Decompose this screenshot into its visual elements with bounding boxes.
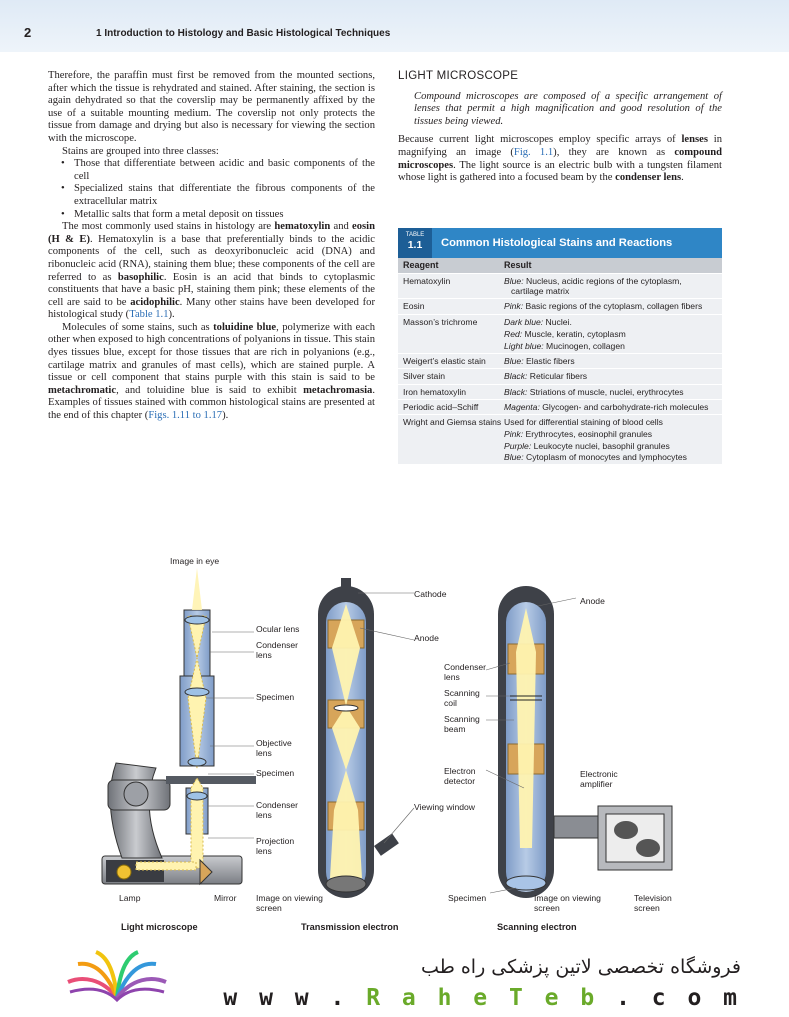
- reagent-cell: Periodic acid–Schiff: [403, 401, 479, 412]
- label-condenser-lens: Condenser lens: [256, 800, 299, 820]
- tem-viewing-screen: [326, 876, 366, 892]
- table-row: [398, 399, 722, 414]
- header-band: [0, 0, 789, 52]
- column-header-result: Result: [504, 260, 532, 271]
- list-item: • Those that differentiate between acidic and basic components of the cell: [61, 158, 375, 182]
- result-cell: Blue: Elastic fibers: [504, 356, 575, 367]
- label-ocular-lens: Ocular lens: [256, 624, 300, 634]
- tem-diagram: [318, 578, 399, 898]
- reagent-cell: Weigert’s elastic stain: [403, 356, 486, 367]
- label-scanning-beam: Scanning beam: [444, 714, 480, 734]
- stains-table: [398, 228, 722, 464]
- sem-diagram: [498, 586, 672, 898]
- table-column-headers: [398, 258, 722, 273]
- figure-link[interactable]: Fig. 1.1: [513, 146, 554, 158]
- list-item: • Specialized stains that differentiate the fibrous components of the extracellular matrix: [61, 183, 375, 207]
- label-image-on-viewing-screen: Image on viewing screen: [534, 893, 601, 913]
- label-anode: Anode: [580, 596, 605, 606]
- section-intro: Compound microscopes are composed of a specific arrangement of lenses that permit a high magnification and good resolution of the tissues being viewed.: [414, 90, 722, 127]
- reagent-cell: Silver stain: [403, 371, 446, 382]
- label-television-screen: Television screen: [634, 893, 672, 913]
- store-name: فروشگاه تخصصی لاتین پزشکی راه طب: [421, 956, 741, 978]
- paragraph: Molecules of some stains, such as toluidine blue, polymerize with each other when exposed to high concentrations of polyanions in tissue. This stain dyes tissues blue, except for those tissues that are rich in polyanions (e.g., cartilage matrix and granules of mast cells), which are stained purple. A tissue or cell component that stains purple with this stain is said to be metachromatic, and toluidine blue is said to exhibit metachromasia. Examples of tissues stained with common histological stains are presented at the end of this chapter (Figs. 1.11 to 1.17).: [48, 321, 376, 422]
- result-cell: Magenta: Glycogen- and carbohydrate-rich molecules: [504, 401, 709, 412]
- label-specimen: Specimen: [448, 893, 487, 903]
- label-electron-detector: Electron detector: [444, 766, 476, 786]
- label-electronic-amplifier: Electronic amplifier: [580, 769, 618, 789]
- result-cell: Dark blue: Nuclei. Red: Muscle, keratin, cytoplasm Light blue: Mucinogen, collagen: [504, 316, 626, 352]
- label-image-in-eye: Image in eye: [170, 556, 220, 566]
- label-specimen: Specimen: [256, 768, 295, 778]
- paragraph: The most commonly used stains in histology are hematoxylin and eosin (H & E). Hematoxylin is a base that preferentially binds to the acidic components of the cell, such as deoxyribonucleic acid (DNA) and ribonucleic acid (RNA), staining them blue; these components of the cell are referred to as basophilic. Eosin is an acid that binds to cytoplasmic constituents that have a basic pH, staining them pink; these elements of the cell are said to be acidophilic. Many other stains have been developed for histological study (Table 1.1).: [48, 221, 376, 321]
- label-objective-lens: Objective lens: [256, 738, 292, 758]
- label-condenser-lens: Condenser lens: [256, 640, 299, 660]
- result-cell: Pink: Basic regions of the cytoplasm, collagen fibers: [504, 301, 703, 312]
- label-condenser-lens: Condenser lens: [444, 662, 487, 682]
- book-logo: [62, 948, 172, 1006]
- label-specimen: Specimen: [256, 692, 295, 702]
- table-header: [398, 228, 722, 258]
- light-microscope-diagram: [102, 568, 256, 884]
- microscope-figure: [96, 548, 696, 918]
- left-column: [48, 70, 375, 423]
- table-row: [398, 368, 722, 383]
- label-image-on-viewing-screen: Image on viewing screen: [256, 893, 323, 913]
- label-projection-lens: Projection lens: [256, 836, 295, 856]
- stain-class-list: [48, 158, 375, 221]
- reagent-cell: Eosin: [403, 301, 425, 312]
- figures-link[interactable]: Figs. 1.11 to 1.17: [148, 410, 223, 422]
- label-lamp: Lamp: [119, 893, 141, 903]
- list-item: • Metallic salts that form a metal deposit on tissues: [61, 208, 284, 220]
- paragraph: Therefore, the paraffin must first be removed from the mounted sections, after which the tissue is rehydrated and stained. After staining, the section is again dehydrated so that the coverslip may be permanently affixed by the use of a suitable mounting medium. The coverslip not only protects the tissue from damage and drying but also is necessary for viewing the section with the microscope.: [48, 70, 375, 144]
- column-header-reagent: Reagent: [403, 260, 439, 271]
- reagent-cell: Masson’s trichrome: [403, 316, 478, 327]
- reagent-cell: Hematoxylin: [403, 276, 451, 286]
- table-tag: TABLE 1.1: [398, 228, 432, 258]
- caption-scanning-electron: Scanning electron: [497, 922, 577, 932]
- label-cathode: Cathode: [414, 589, 447, 599]
- result-cell: Black: Striations of muscle, nuclei, erythrocytes: [504, 386, 684, 397]
- stage: [166, 776, 256, 784]
- table-title: Common Histological Stains and Reactions: [441, 236, 673, 249]
- table-row: [398, 414, 722, 464]
- lamp-bulb: [117, 865, 131, 879]
- result-cell: Used for differential staining of blood cells Pink: Erythrocytes, eosinophil granules Purple: Leukocyte nuclei, basophil granules Blue: Cytoplasm of monocytes and lymphocytes: [504, 417, 687, 462]
- table-row: [398, 314, 722, 354]
- reagent-cell: Wright and Giemsa stains: [403, 417, 502, 428]
- right-column: [398, 70, 722, 185]
- electronic-amplifier: [554, 816, 598, 838]
- paragraph: Stains are grouped into three classes:: [62, 145, 219, 157]
- viewing-window: [374, 833, 399, 855]
- table-row: [398, 353, 722, 368]
- label-scanning-coil: Scanning coil: [444, 688, 480, 708]
- site-url[interactable]: w w w . R a h e T e b . c o m: [223, 985, 741, 1011]
- paragraph: Because current light microscopes employ specific arrays of lenses in magnifying an image (Fig. 1.1), they are known as compound microscopes. The light source is an electric bulb with a tungsten filament whose light is gathered into a focused beam by the condenser lens.: [398, 134, 722, 184]
- section-heading: LIGHT MICROSCOPE: [398, 70, 519, 82]
- table-row: [398, 273, 722, 298]
- table-body: [398, 273, 722, 464]
- label-viewing-window: Viewing window: [414, 802, 475, 812]
- table-row: [398, 298, 722, 313]
- label-anode: Anode: [414, 633, 439, 643]
- result-cell: Black: Reticular fibers: [504, 371, 588, 382]
- light-beam: [192, 568, 202, 610]
- label-mirror: Mirror: [214, 893, 237, 903]
- running-head: 1 Introduction to Histology and Basic Histological Techniques: [96, 28, 391, 39]
- caption-light-microscope: Light microscope: [121, 922, 198, 932]
- table-link[interactable]: Table 1.1: [129, 309, 169, 321]
- reagent-cell: Iron hematoxylin: [403, 386, 467, 397]
- caption-transmission-electron: Transmission electron: [301, 922, 399, 932]
- result-cell: Blue: Nucleus, acidic regions of the cytoplasm, cartilage matrix: [504, 276, 682, 297]
- page-number: 2: [24, 25, 32, 40]
- table-row: [398, 384, 722, 399]
